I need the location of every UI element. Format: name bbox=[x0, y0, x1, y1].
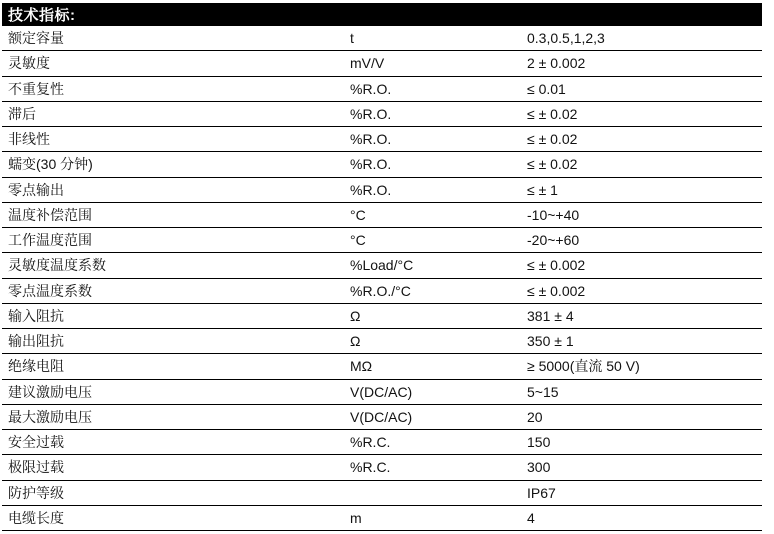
section-title: 技术指标: bbox=[8, 7, 76, 24]
table-row bbox=[2, 329, 762, 354]
table-row bbox=[2, 152, 762, 177]
table-row bbox=[2, 102, 762, 127]
parameter-cell: 防护等级 bbox=[8, 484, 64, 501]
table-row bbox=[2, 481, 762, 506]
value-cell: 381 ± 4 bbox=[527, 307, 574, 324]
value-cell: 150 bbox=[527, 434, 551, 451]
table-row bbox=[2, 77, 762, 102]
table-row bbox=[2, 380, 762, 405]
unit-cell: %R.O./°C bbox=[350, 282, 411, 299]
parameter-cell: 灵敏度温度系数 bbox=[8, 257, 106, 274]
table-row bbox=[2, 127, 762, 152]
unit-cell: Ω bbox=[350, 333, 361, 350]
value-cell: IP67 bbox=[527, 484, 556, 501]
unit-cell: V(DC/AC) bbox=[350, 408, 413, 425]
parameter-cell: 安全过载 bbox=[8, 434, 64, 451]
parameter-cell: 电缆长度 bbox=[8, 509, 64, 526]
value-cell: 5~15 bbox=[527, 383, 559, 400]
parameter-cell: 零点输出 bbox=[8, 181, 64, 198]
value-cell: 4 bbox=[527, 509, 535, 526]
unit-cell: °C bbox=[350, 206, 366, 223]
unit-cell: °C bbox=[350, 232, 366, 249]
value-cell: 2 ± 0.002 bbox=[527, 55, 586, 72]
table-row bbox=[2, 430, 762, 455]
table-row bbox=[2, 178, 762, 203]
table-row bbox=[2, 26, 762, 51]
parameter-cell: 非线性 bbox=[8, 131, 50, 148]
unit-cell: Ω bbox=[350, 307, 361, 324]
parameter-cell: 不重复性 bbox=[8, 80, 64, 97]
parameter-cell: 滞后 bbox=[8, 105, 36, 122]
unit-cell: %R.O. bbox=[350, 181, 392, 198]
parameter-cell: 工作温度范围 bbox=[8, 232, 92, 249]
parameter-cell: 温度补偿范围 bbox=[8, 206, 92, 223]
parameter-cell: 零点温度系数 bbox=[8, 282, 92, 299]
unit-cell: mV/V bbox=[350, 55, 385, 72]
table-row bbox=[2, 253, 762, 278]
table-row bbox=[2, 354, 762, 379]
unit-cell: MΩ bbox=[350, 358, 373, 375]
parameter-cell: 输出阻抗 bbox=[8, 333, 64, 350]
unit-cell: %R.O. bbox=[350, 131, 392, 148]
value-cell: 20 bbox=[527, 408, 543, 425]
parameter-cell: 灵敏度 bbox=[8, 55, 50, 72]
parameter-cell: 蠕变(30 分钟) bbox=[8, 156, 93, 173]
unit-cell: %R.C. bbox=[350, 434, 391, 451]
unit-cell: %R.C. bbox=[350, 459, 391, 476]
unit-cell: %R.O. bbox=[350, 80, 392, 97]
unit-cell: %Load/°C bbox=[350, 257, 414, 274]
value-cell: ≤ ± 0.002 bbox=[527, 257, 586, 274]
value-cell: 0.3,0.5,1,2,3 bbox=[527, 30, 605, 47]
value-cell: 350 ± 1 bbox=[527, 333, 574, 350]
table-row bbox=[2, 51, 762, 76]
section-header-bar bbox=[2, 3, 762, 26]
table-row bbox=[2, 304, 762, 329]
value-cell: -20~+60 bbox=[527, 232, 580, 249]
value-cell: ≤ ± 0.02 bbox=[527, 156, 578, 173]
table-row bbox=[2, 455, 762, 480]
unit-cell: %R.O. bbox=[350, 105, 392, 122]
parameter-cell: 额定容量 bbox=[8, 30, 64, 47]
parameter-cell: 输入阻抗 bbox=[8, 307, 64, 324]
value-cell: ≤ 0.01 bbox=[527, 80, 566, 97]
table-row bbox=[2, 506, 762, 531]
table-row bbox=[2, 228, 762, 253]
parameter-cell: 建议激励电压 bbox=[8, 383, 92, 400]
unit-cell: t bbox=[350, 30, 354, 47]
value-cell: ≤ ± 0.02 bbox=[527, 131, 578, 148]
spec-table bbox=[2, 26, 762, 531]
unit-cell: V(DC/AC) bbox=[350, 383, 413, 400]
unit-cell: m bbox=[350, 509, 362, 526]
value-cell: ≥ 5000(直流 50 V) bbox=[527, 358, 640, 375]
parameter-cell: 绝缘电阻 bbox=[8, 358, 64, 375]
value-cell: ≤ ± 1 bbox=[527, 181, 558, 198]
value-cell: ≤ ± 0.002 bbox=[527, 282, 586, 299]
value-cell: 300 bbox=[527, 459, 551, 476]
table-row bbox=[2, 279, 762, 304]
table-row bbox=[2, 203, 762, 228]
table-row bbox=[2, 405, 762, 430]
parameter-cell: 极限过载 bbox=[8, 459, 64, 476]
value-cell: -10~+40 bbox=[527, 206, 580, 223]
parameter-cell: 最大激励电压 bbox=[8, 408, 92, 425]
unit-cell: %R.O. bbox=[350, 156, 392, 173]
value-cell: ≤ ± 0.02 bbox=[527, 105, 578, 122]
